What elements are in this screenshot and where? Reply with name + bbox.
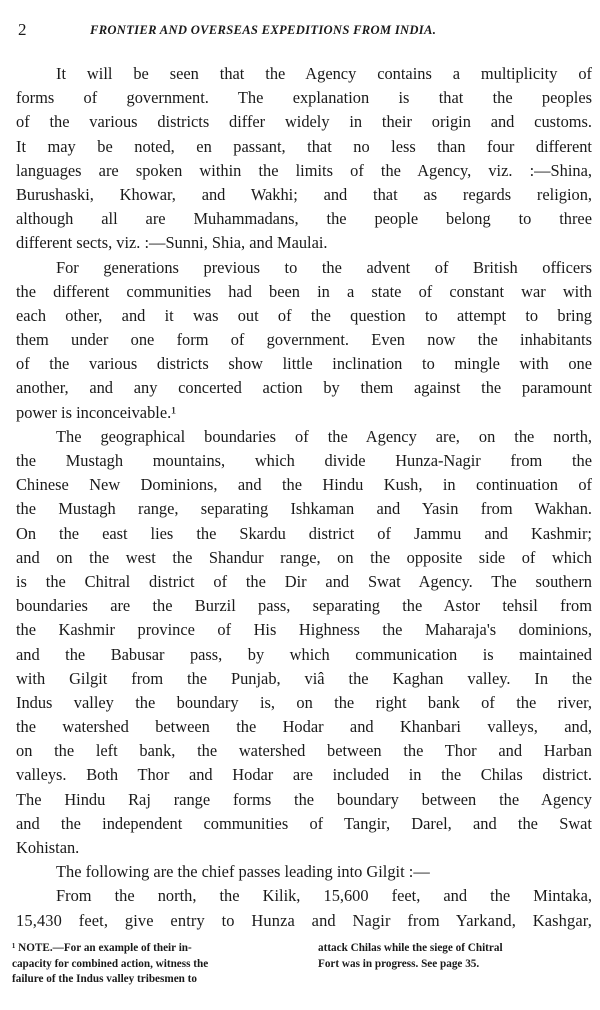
text-line: the Mustagh mountains, which divide Hunza-Nagir from the: [16, 451, 592, 470]
text-line: the Mustagh range, separating Ishkaman and Yasin from Wakhan.: [16, 499, 592, 519]
text-line: on the left bank, the watershed between the Thor and Harban: [16, 741, 592, 761]
text-line: forms of government. The explanation is that the peoples: [16, 88, 592, 108]
text-line: For generations previous to the advent of British officers: [56, 257, 592, 277]
running-title: FRONTIER AND OVERSEAS EXPEDITIONS FROM INDIA.: [90, 23, 437, 37]
text-line: valleys. Both Thor and Hodar are included in the Chilas district.: [16, 765, 592, 785]
text-line: different sects, viz. :—Sunni, Shia, and Maulai.: [16, 233, 328, 253]
text-line: 15,430 feet, give entry to Hunza and Nagir from Yarkand, Kashgar,: [16, 910, 592, 930]
text-line: Kohistan.: [16, 838, 80, 857]
footnote-line: attack Chilas while the siege of Chitral: [318, 942, 503, 954]
text-line: The Hindu Raj range forms the boundary between the Agency: [16, 789, 592, 809]
text-line: It may be noted, en passant, that no less than four different: [16, 136, 592, 156]
text-line: with Gilgit from the Punjab, viâ the Kaghan valley. In the: [16, 668, 592, 688]
text-line: From the north, the Kilik, 15,600 feet, and the Mintaka,: [56, 886, 592, 906]
text-line: the Kashmir province of His Highness the Maharaja's dominions,: [16, 620, 592, 640]
text-line: Indus valley the boundary is, on the right bank of the river,: [16, 692, 592, 712]
footnote-line: capacity for combined action, witness the: [12, 957, 209, 970]
text-line: and on the west the Shandur range, on the opposite side of which: [16, 547, 592, 567]
footnote-line: ¹ NOTE.—For an example of their in-: [12, 942, 192, 954]
text-line: boundaries are the Burzil pass, separating the Astor tehsil from: [16, 596, 592, 616]
body-text: [16, 62, 592, 933]
text-line: power is inconceivable.¹: [16, 402, 177, 422]
text-line: of the various districts differ widely in their origin and customs.: [16, 112, 592, 132]
footnote-right-column: [318, 941, 592, 972]
text-line: and the Babusar pass, by which communication is maintained: [16, 644, 592, 664]
text-line: The following are the chief passes leading into Gilgit :—: [56, 862, 430, 882]
footnote-line: failure of the Indus valley tribesmen to: [12, 973, 198, 985]
text-line: and the independent communities of Tangir, Darel, and the Swat: [16, 813, 592, 833]
text-line: the different communities had been in a state of constant war with: [16, 281, 592, 301]
footnote-left-column: [12, 941, 312, 988]
page-header: [18, 20, 590, 44]
text-line: another, and any concerted action by them against the paramount: [16, 378, 592, 398]
page-number: 2: [18, 20, 27, 39]
text-line: It will be seen that the Agency contains a multiplicity of: [56, 64, 592, 83]
text-line: of the various districts show little inclination to mingle with one: [16, 354, 592, 374]
text-line: Burushaski, Khowar, and Wakhi; and that as regards religion,: [16, 184, 592, 204]
text-line: languages are spoken within the limits of the Agency, viz. :—Shina,: [16, 160, 592, 180]
text-line: is the Chitral district of the Dir and Swat Agency. The southern: [16, 571, 592, 591]
footnote-line: Fort was in progress. See page 35.: [318, 957, 480, 970]
text-line: each other, and it was out of the question to attempt to bring: [16, 305, 592, 325]
text-line: them under one form of government. Even now the inhabitants: [16, 330, 592, 350]
text-line: On the east lies the Skardu district of Jammu and Kashmir;: [16, 523, 592, 543]
text-line: the watershed between the Hodar and Khanbari valleys, and,: [16, 717, 592, 737]
text-line: The geographical boundaries of the Agency are, on the north,: [56, 426, 592, 446]
text-line: although all are Muhammadans, the people belong to three: [16, 209, 592, 229]
text-line: Chinese New Dominions, and the Hindu Kush, in continuation of: [16, 475, 592, 495]
